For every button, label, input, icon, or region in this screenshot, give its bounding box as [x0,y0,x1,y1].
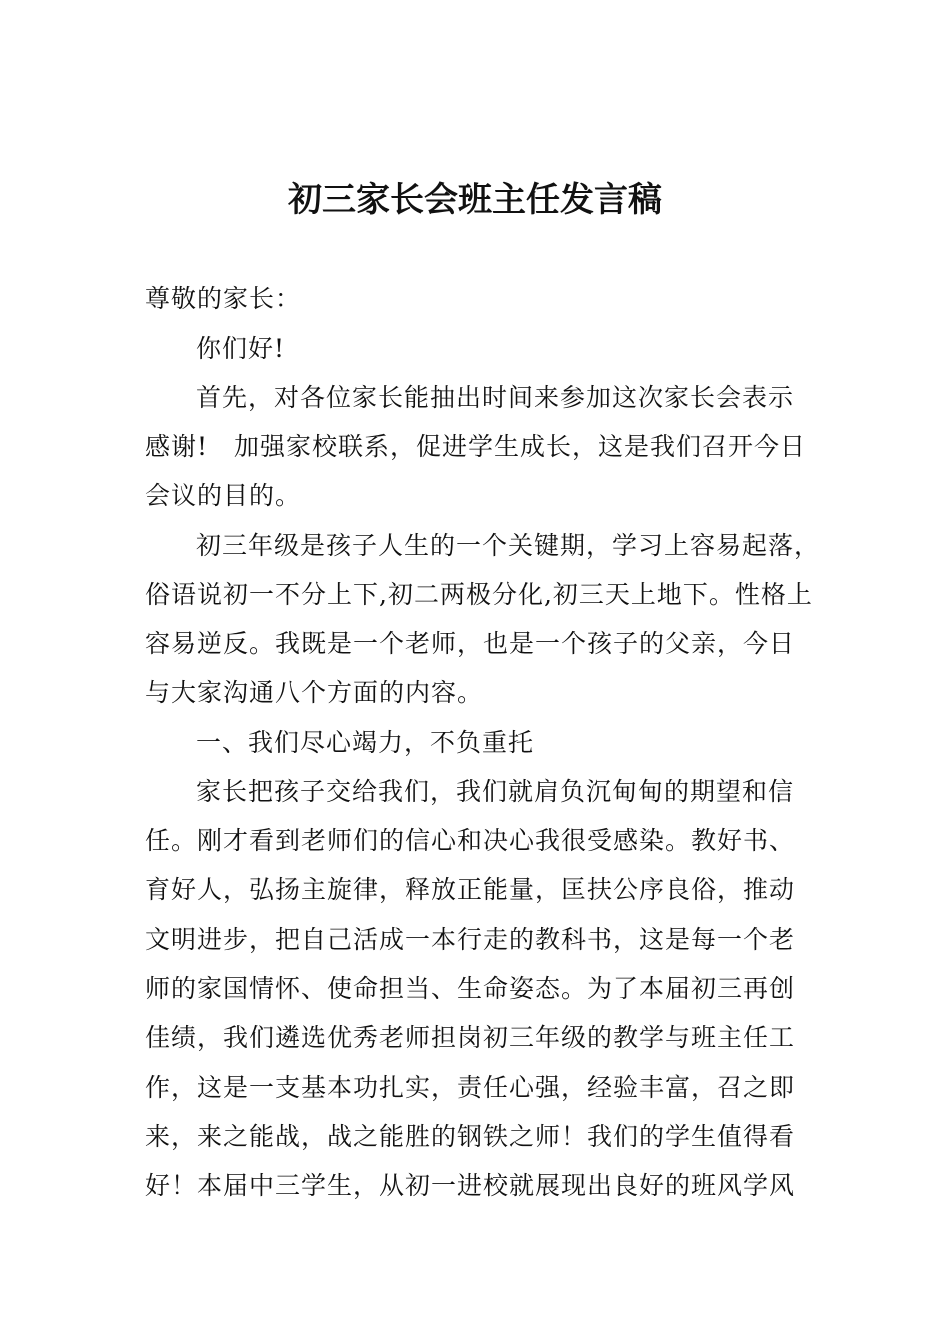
paragraph-line: 文明进步，把自己活成一本行走的教科书，这是每一个老 [145,925,796,954]
paragraph-line: 感谢! 加强家校联系，促进学生成长，这是我们召开今日 [145,432,807,461]
paragraph-line: 来，来之能战，战之能胜的钢铁之师！我们的学生值得看 [145,1122,796,1151]
paragraph-line: 与大家沟通八个方面的内容。 [145,678,484,707]
paragraph-line: 会议的目的。 [145,481,302,510]
paragraph-line: 初三年级是孩子人生的一个关键期，学习上容易起落， [196,531,821,560]
greeting-line: 你们好! [196,334,286,363]
section-heading: 一、我们尽心竭力，不负重托 [196,728,535,757]
paragraph-line: 好！本届中三学生，从初一进校就展现出良好的班风学风 [145,1171,796,1200]
paragraph-line: 容易逆反。我既是一个老师，也是一个孩子的父亲，今日 [145,629,796,658]
paragraph-line: 俗语说初一不分上下,初二两极分化,初三天上地下。性格上 [145,580,813,609]
paragraph-line: 佳绩，我们遴选优秀老师担岗初三年级的教学与班主任工 [145,1023,796,1052]
paragraph-line: 作，这是一支基本功扎实，责任心强，经验丰富，召之即 [145,1073,796,1102]
document-title: 初三家长会班主任发言稿 [288,180,662,220]
paragraph-line: 首先，对各位家长能抽出时间来参加这次家长会表示 [196,383,795,412]
paragraph-line: 家长把孩子交给我们，我们就肩负沉甸甸的期望和信 [196,777,795,806]
paragraph-line: 师的家国情怀、使命担当、生命姿态。为了本届初三再创 [145,974,796,1003]
paragraph-line: 育好人，弘扬主旋律，释放正能量，匡扶公序良俗，推动 [145,875,796,904]
paragraph-line: 任。刚才看到老师们的信心和决心我很受感染。教好书、 [145,826,796,855]
salutation-line: 尊敬的家长： [145,284,302,313]
